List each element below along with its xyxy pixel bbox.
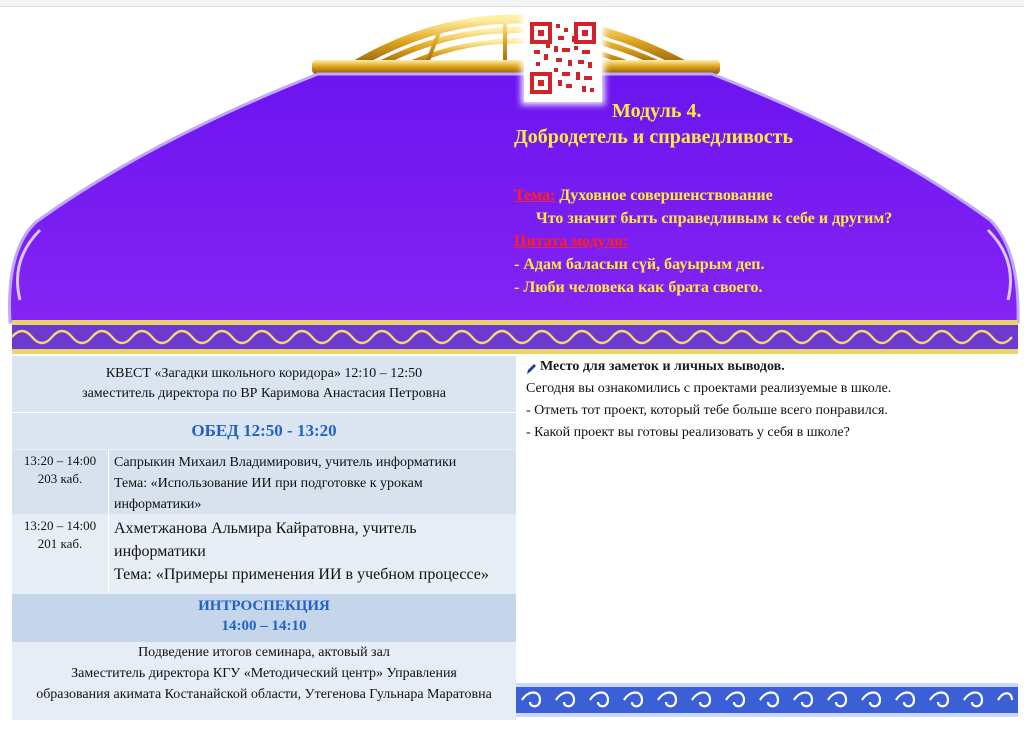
quote-ru: - Люби человека как брата своего.: [514, 279, 763, 296]
session-1-room: 203 каб.: [37, 471, 83, 486]
quest-line-1: КВЕСТ «Загадки школьного коридора» 12:10 – 12:50: [105, 366, 423, 381]
introspection-row: [12, 594, 516, 642]
summary-line-1: Подведение итогов семинара, актовый зал: [138, 645, 390, 660]
quote-label: Цитата модуля:: [514, 233, 629, 250]
topic-line: [514, 184, 1014, 207]
summary-line-2: Заместитель директора КГУ «Методический центр» Управления: [71, 666, 457, 681]
introspection-time: 14:00 – 14:10: [221, 618, 307, 634]
session-1-time-cell: [12, 450, 109, 514]
introspection-title: ИНТРОСПЕКЦИЯ: [198, 598, 330, 614]
session-2-speaker: Ахметжанова Альмира Кайратовна, учитель: [114, 520, 417, 537]
module-title: Модуль 4.: [612, 100, 702, 122]
session-2-time: 13:20 – 14:00: [23, 518, 97, 533]
session-2-speaker-cont: информатики: [114, 543, 206, 560]
notes-title-line: [526, 356, 1018, 378]
notes-panel[interactable]: [518, 354, 1018, 684]
summary-line-3: образования акимата Костанайской области, Утегенова Гульнара Маратовна: [36, 687, 492, 702]
ornament-band-bottom: [516, 683, 1018, 717]
lunch-row: ОБЕД 12:50 - 13:20: [12, 413, 516, 449]
topic-block: [514, 184, 1014, 299]
session-row-1: [12, 450, 516, 514]
session-2-text: [114, 517, 514, 586]
session-1-topic: Тема: «Использование ИИ при подготовке к урокам: [114, 476, 423, 491]
session-1-time: 13:20 – 14:00: [23, 453, 97, 468]
session-row-2: [12, 515, 516, 593]
quest-row: [12, 356, 516, 413]
yurt-illustration: [0, 0, 1024, 360]
schedule-table: [12, 356, 516, 720]
topic-question: Что значит быть справедливым к себе и другим?: [536, 210, 893, 227]
quote-kz: - Адам баласын сүй, бауырым деп.: [514, 256, 765, 273]
notes-title: Место для заметок и личных выводов.: [540, 359, 785, 374]
ornament-band-top: [12, 320, 1018, 354]
topic-label: Тема:: [514, 187, 556, 204]
session-2-room: 201 каб.: [37, 536, 83, 551]
session-1-topic-cont: информатики»: [114, 497, 202, 512]
topic-text: Духовное совершенствование: [559, 187, 773, 204]
notes-line-2: - Отметь тот проект, который тебе больше всего понравился.: [526, 403, 888, 418]
session-2-topic: Тема: «Примеры применения ИИ в учебном процессе»: [114, 566, 489, 583]
notes-content: [518, 354, 1018, 444]
pen-icon: [526, 361, 537, 373]
notes-line-3: - Какой проект вы готовы реализовать у себя в школе?: [526, 425, 850, 440]
summary-row: [12, 642, 516, 720]
qr-code-icon[interactable]: [524, 14, 602, 102]
session-2-time-cell: [12, 515, 109, 593]
quest-line-2: заместитель директора по ВР Каримова Анастасия Петровна: [82, 386, 446, 401]
session-1-speaker: Сапрыкин Михаил Владимирович, учитель информатики: [114, 455, 457, 470]
session-1-text: [114, 452, 514, 515]
module-heading: [514, 98, 1014, 150]
module-subtitle: Добродетель и справедливость: [514, 126, 794, 148]
notes-line-1: Сегодня вы ознакомились с проектами реализуемые в школе.: [526, 381, 892, 396]
